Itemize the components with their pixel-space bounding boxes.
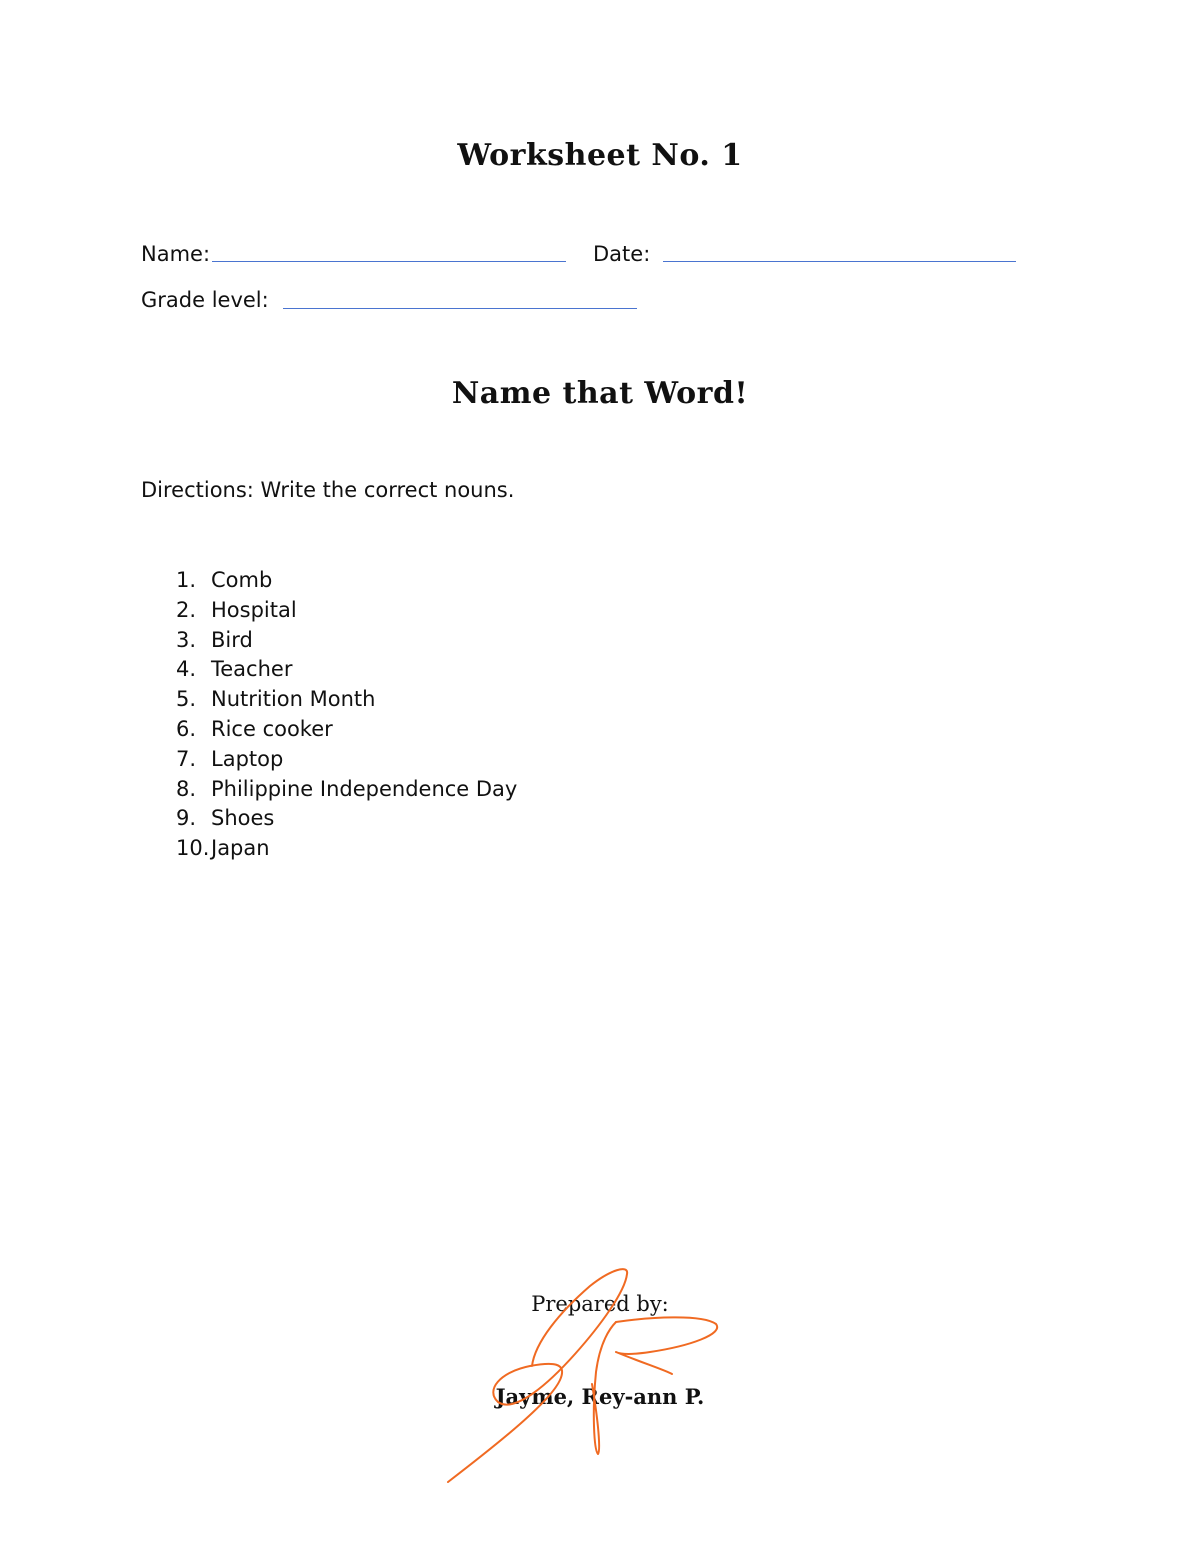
section-title: Name that Word! xyxy=(451,376,749,411)
item-text: Philippine Independence Day xyxy=(211,776,518,801)
item-text: Nutrition Month xyxy=(211,687,376,712)
item-text: Hospital xyxy=(211,597,297,622)
item-number: 8. xyxy=(176,776,197,801)
item-text: Japan xyxy=(211,836,270,861)
grade-level-blank-line[interactable] xyxy=(283,308,637,309)
item-text: Bird xyxy=(211,627,253,652)
item-number: 5. xyxy=(176,687,197,712)
prepared-by-label: Prepared by: xyxy=(531,1292,669,1316)
item-number: 2. xyxy=(176,597,197,622)
item-number: 1. xyxy=(176,568,197,592)
name-label: Name: xyxy=(141,242,211,266)
item-text: Shoes xyxy=(211,806,275,831)
item-text: Teacher xyxy=(211,657,293,682)
date-label: Date: xyxy=(593,242,651,266)
directions-text: Directions: Write the correct nouns. xyxy=(141,478,515,502)
item-number: 3. xyxy=(176,627,197,652)
signature-icon xyxy=(440,1262,730,1487)
name-blank-line[interactable] xyxy=(212,261,566,262)
item-text: Laptop xyxy=(211,746,284,771)
date-blank-line[interactable] xyxy=(663,261,1016,262)
item-number: 7. xyxy=(176,746,197,771)
item-number: 9. xyxy=(176,806,197,831)
author-name: Jayme, Rey-ann P. xyxy=(495,1384,705,1409)
item-number: 6. xyxy=(176,716,197,741)
grade-level-label: Grade level: xyxy=(141,288,269,312)
worksheet-title: Worksheet No. 1 xyxy=(457,138,743,173)
item-number: 4. xyxy=(176,657,197,682)
item-text: Rice cooker xyxy=(211,716,333,741)
item-text: Comb xyxy=(211,568,273,592)
item-number: 10. xyxy=(176,836,210,861)
